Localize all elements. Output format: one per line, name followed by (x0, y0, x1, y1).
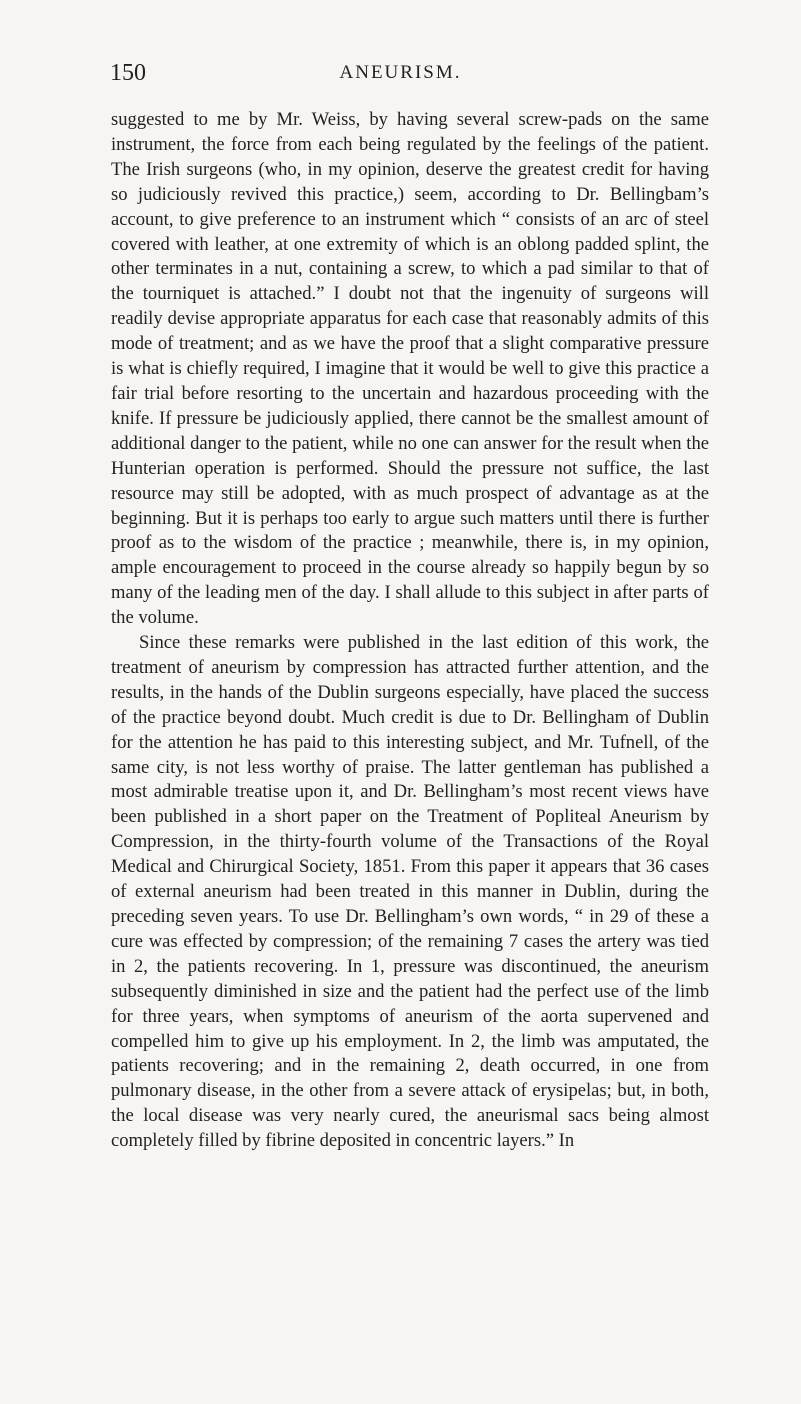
running-title: ANEURISM. (339, 62, 462, 83)
page-number: 150 (110, 60, 146, 86)
paragraph-2: Since these remarks were published in the last edition of this work, the treatment of aneurism by compression has attracted further attention, and the results, in the hands of the Dublin surgeons especially, have placed the success of the practice beyond doubt. Much credit is due to Dr. Bellingham of Dublin for the attention he has paid to this interesting subject, and Mr. Tufnell, of the same city, is not less worthy of praise. The latter gentleman has published a most admirable treatise upon it, and Dr. Bellingham’s most recent views have been published in a short paper on the Treatment of Popliteal Aneurism by Compression, in the thirty-fourth volume of the Transactions of the Royal Medical and Chirurgical Society, 1851. From this paper it appears that 36 cases of external aneurism had been treated in this manner in Dublin, during the preceding seven years. To use Dr. Bellingham’s own words, “ in 29 of these a cure was effected by compression; of the remaining 7 cases the artery was tied in 2, the patients recovering. In 1, pressure was discontinued, the aneurism subsequently diminished in size and the patient had the perfect use of the limb for three years, when symptoms of aneurism of the aorta supervened and compelled him to give up his employment. In 2, the limb was amputated, the patients recovering; and in the remaining 2, death occurred, in one from pulmonary disease, in the other from a severe attack of erysipelas; but, in both, the local disease was very nearly cured, the aneurismal sacs being almost completely filled by fibrine deposited in concentric layers.” In (111, 632, 709, 1152)
body-text (111, 108, 709, 1154)
paragraph-1: suggested to me by Mr. Weiss, by having several screw-pads on the same instrument, the force from each being regulated by the feelings of the patient. The Irish surgeons (who, in my opinion, deserve the greatest credit for having so judiciously revived this practice,) seem, according to Dr. Bellingbam’s account, to give preference to an instrument which “ consists of an arc of steel covered with leather, at one extremity of which is an oblong padded splint, the other terminates in a nut, containing a screw, to which a pad similar to that of the tourniquet is attached.” I doubt not that the ingenuity of surgeons will readily devise appropriate apparatus for each case that reasonably admits of this mode of treatment; and as we have the proof that a slight comparative pressure is what is chiefly required, I imagine that it would be well to give this practice a fair trial before resorting to the uncertain and hazardous proceeding with the knife. If pressure be judiciously applied, there cannot be the smallest amount of additional danger to the patient, while no one can answer for the result when the Hunterian operation is performed. Should the pressure not suffice, the last resource may still be adopted, with as much prospect of advantage as at the beginning. But it is perhaps too early to argue such matters until there is further proof as to the wisdom of the practice ; meanwhile, there is, in my opinion, ample encouragement to proceed in the course already so happily begun by so many of the leading men of the day. I shall allude to this subject in after parts of the volume. (111, 109, 709, 629)
